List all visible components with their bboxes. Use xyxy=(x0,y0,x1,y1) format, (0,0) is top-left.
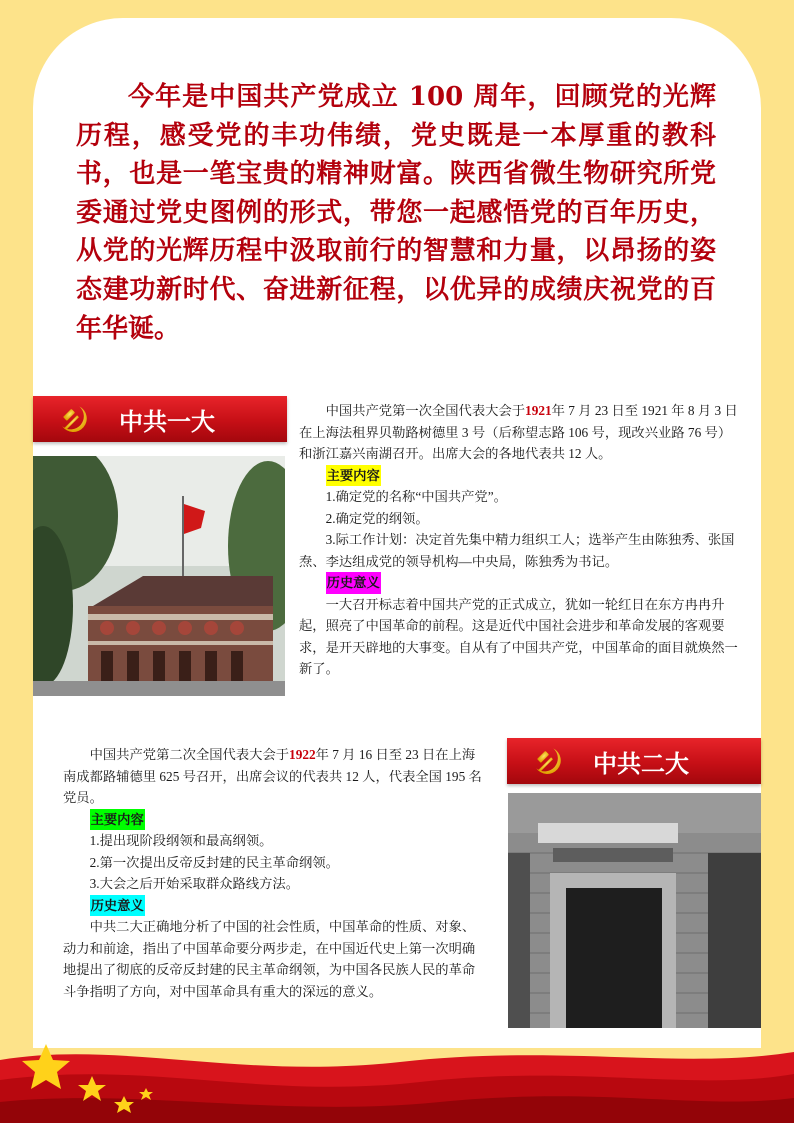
section2-text xyxy=(63,744,483,1002)
section1-content-tag: 主要内容 xyxy=(326,465,381,487)
section2-significance-tag: 历史意义 xyxy=(90,895,145,917)
section1-year: 1921 xyxy=(525,403,552,418)
section2-significance: 中共二大正确地分析了中国的社会性质，中国革命的性质、对象、动力和前途，指出了中国革命要分两步走，在中国近代史上第一次明确地提出了彻底的反帝反封建的民主革命纲领，为中国各民族人民的革命斗争指明了方向，对中国革命具有重大的深远的意义。 xyxy=(63,919,476,999)
section1-item-2: 2.确定党的纲领。 xyxy=(325,510,429,526)
section2-item-3: 3.大会之后开始采取群众路线方法。 xyxy=(89,876,300,891)
section2-banner xyxy=(507,738,761,784)
section2-year: 1922 xyxy=(289,747,316,762)
section1-significance: 一大召开标志着中国共产党的正式成立，犹如一轮红日在东方冉冉升起，照亮了中国革命的前程。这是近代中国社会进步和革命发展的客观要求，是开天辟地的大事变。自从有了中国共产党，中国革命的面目就焕然一新了。 xyxy=(299,596,738,676)
section1-text xyxy=(299,400,743,680)
section1-intro xyxy=(299,400,743,465)
section2-item-2: 2.第一次提出反帝反封建的民主革命纲领。 xyxy=(89,854,339,870)
section2-intro-before: 中国共产党第二次全国代表大会于 xyxy=(89,747,290,762)
section1-photo xyxy=(33,456,285,696)
section1-item-1: 1.确定党的名称“中国共产党”。 xyxy=(325,489,507,504)
intro-paragraph: 今年是中国共产党成立 100 周年，回顾党的光辉历程，感受党的丰功伟绩，党史既是一本厚重的教科书，也是一笔宝贵的精神财富。陕西省微生物研究所党委通过党史图例的形式，带您一起感悟党的百年历史，从党的光辉历程中汲取前行的智慧和力量，以昂扬的姿态建功新时代、奋进新征程，以优异的成绩庆祝党的百年华诞。 xyxy=(76,82,716,344)
section1-banner xyxy=(33,396,287,442)
section2-photo xyxy=(508,793,761,1028)
party-emblem-icon xyxy=(55,401,91,437)
red-flag-ribbon xyxy=(0,1040,794,1123)
section1-intro-before: 中国共产党第一次全国代表大会于 xyxy=(325,403,526,418)
section2-content-tag: 主要内容 xyxy=(90,809,145,831)
section1-intro-after: 年 7 月 23 日至 1921 年 8 月 3 日在上海法租界贝勒路树德里 3 号（后称望志路 106 号，现改兴业路 76 号）和浙江嘉兴南湖召开。出席大会的各地代表共 12 人。 xyxy=(299,403,738,461)
party-emblem-icon xyxy=(529,743,565,779)
section1-banner-title: 中共一大 xyxy=(119,407,215,436)
section2-intro xyxy=(63,744,483,809)
section1-significance-tag: 历史意义 xyxy=(326,572,381,594)
section2-item-1: 1.提出现阶段纲领和最高纲领。 xyxy=(89,833,273,848)
section2-banner-title: 中共二大 xyxy=(593,749,689,778)
section2-intro-after: 年 7 月 16 日至 23 日在上海南成都路辅德里 625 号召开，出席会议的代表共 12 人，代表全国 195 名党员。 xyxy=(63,747,482,805)
section1-item-3: 3.际工作计划：决定首先集中精力组织工人；选举产生由陈独秀、张国焘、李达组成党的领导机构—中央局，陈独秀为书记。 xyxy=(299,532,735,569)
